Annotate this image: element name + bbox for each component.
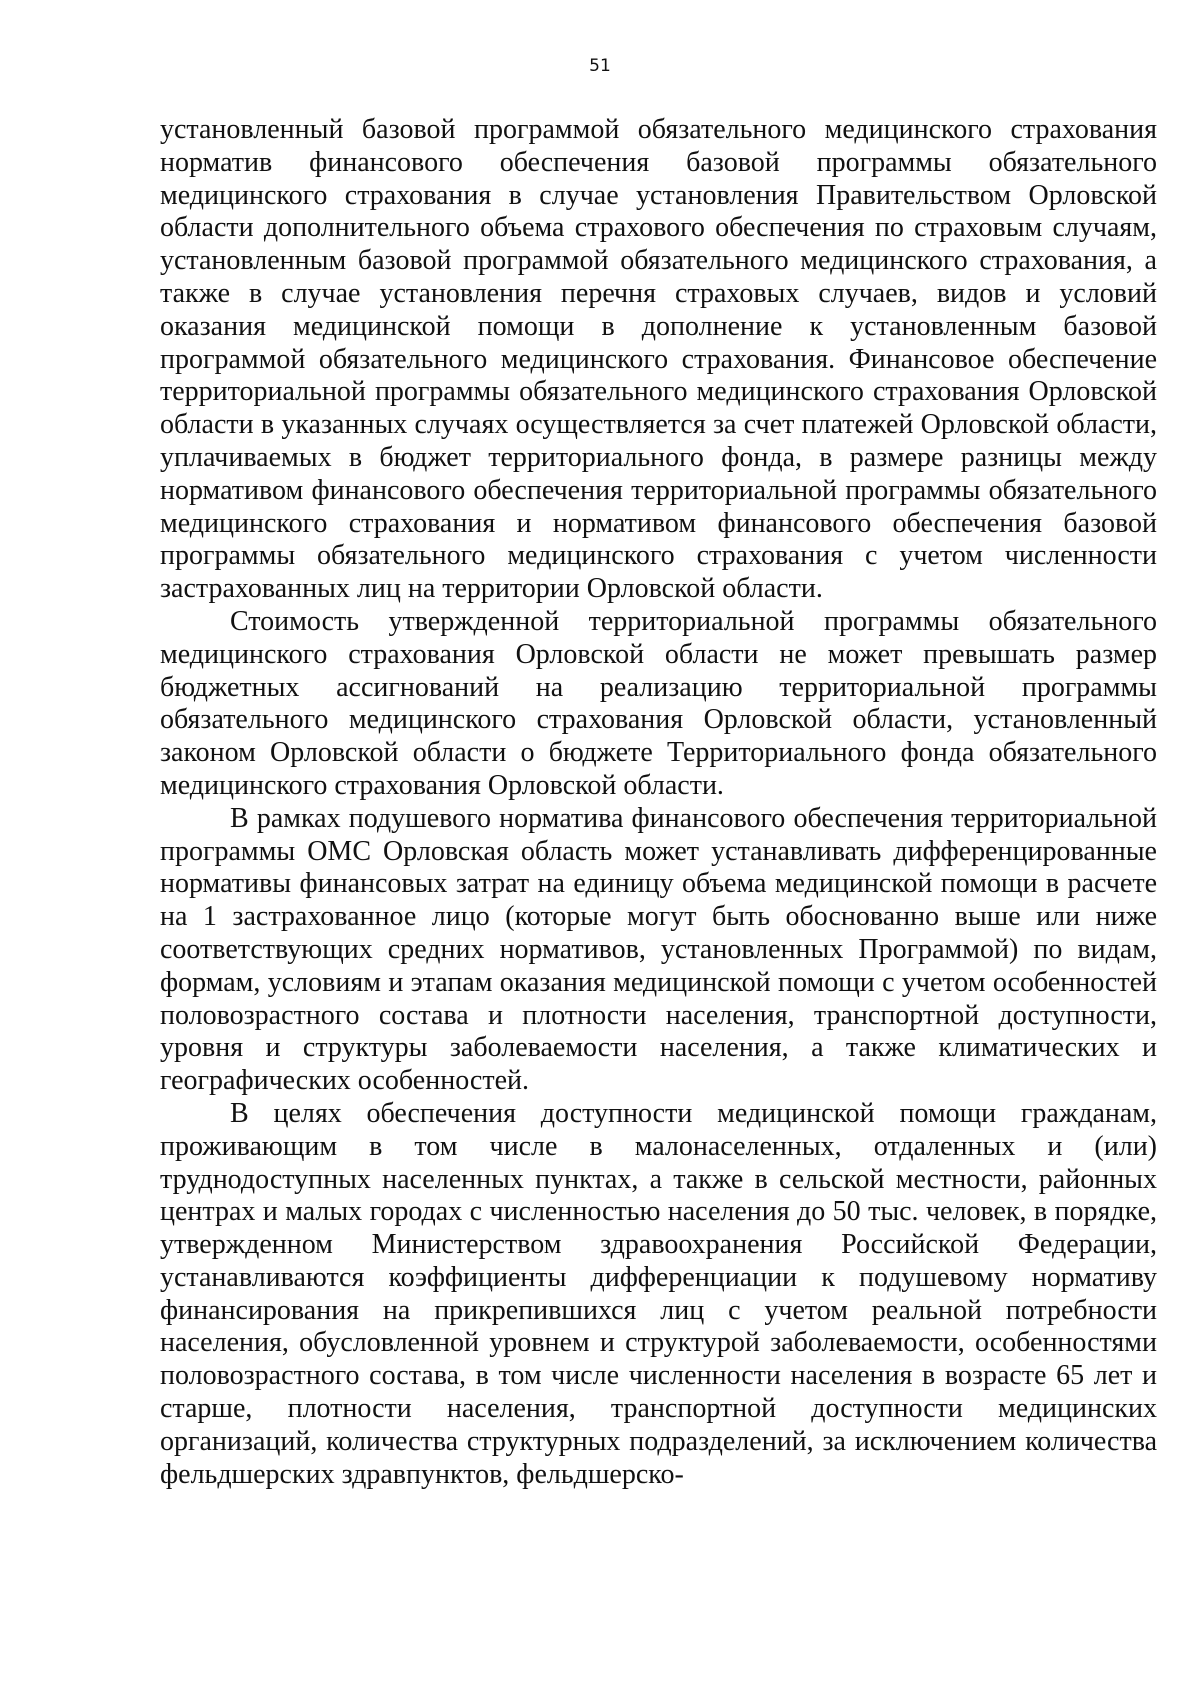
paragraph-differentiated-norms: В рамках подушевого норматива финансового обеспечения территориальной программы ОМС Орловская область может устанавливать дифференцированные нормативы финансовых затрат на единицу объема медицинской помощи в расчете на 1 застрахованное лицо (которые могут быть обоснованно выше или ниже соответствующих средних нормативов, установленных Программой) по видам, формам, условиям и этапам оказания медицинской помощи с учетом особенностей половозрастного состава и плотности населения, транспортной доступности, уровня и структуры заболеваемости населения, а также климатических и географических особенностей. <box>160 802 1157 1097</box>
paragraph-differentiation-coefficients: В целях обеспечения доступности медицинской помощи гражданам, проживающим в том числе в малонаселенных, отдаленных и (или) труднодоступных населенных пунктах, а также в сельской местности, районных центрах и малых городах с численностью населения до 50 тыс. человек, в порядке, утвержденном Министерством здравоохранения Российской Федерации, устанавливаются коэффициенты дифференциации к подушевому нормативу финансирования на прикрепившихся лиц с учетом реальной потребности населения, обусловленной уровнем и структурой заболеваемости, особенностями половозрастного состава, в том числе численности населения в возрасте 65 лет и старше, плотности населения, транспортной доступности медицинских организаций, количества структурных подразделений, за исключением количества фельдшерских здравпунктов, фельдшерско- <box>160 1097 1157 1490</box>
paragraph-continuation: установленный базовой программой обязательного медицинского страхования норматив финансового обеспечения базовой программы обязательного медицинского страхования в случае установления Правительством Орловской области дополнительного объема страхового обеспечения по страховым случаям, установленным базовой программой обязательного медицинского страхования, а также в случае установления перечня страховых случаев, видов и условий оказания медицинской помощи в дополнение к установленным базовой программой обязательного медицинского страхования. Финансовое обеспечение территориальной программы обязательного медицинского страхования Орловской области в указанных случаях осуществляется за счет платежей Орловской области, уплачиваемых в бюджет территориального фонда, в размере разницы между нормативом финансового обеспечения территориальной программы обязательного медицинского страхования и нормативом финансового обеспечения базовой программы обязательного медицинского страхования с учетом численности застрахованных лиц на территории Орловской области. <box>160 114 1157 605</box>
page-number: 51 <box>589 56 611 76</box>
document-body <box>160 114 1157 1491</box>
paragraph-program-cost: Стоимость утвержденной территориальной программы обязательного медицинского страхования Орловской области не может превышать размер бюджетных ассигнований на реализацию территориальной программы обязательного медицинского страхования Орловской области, установленный законом Орловской области о бюджете Территориального фонда обязательного медицинского страхования Орловской области. <box>160 605 1157 801</box>
